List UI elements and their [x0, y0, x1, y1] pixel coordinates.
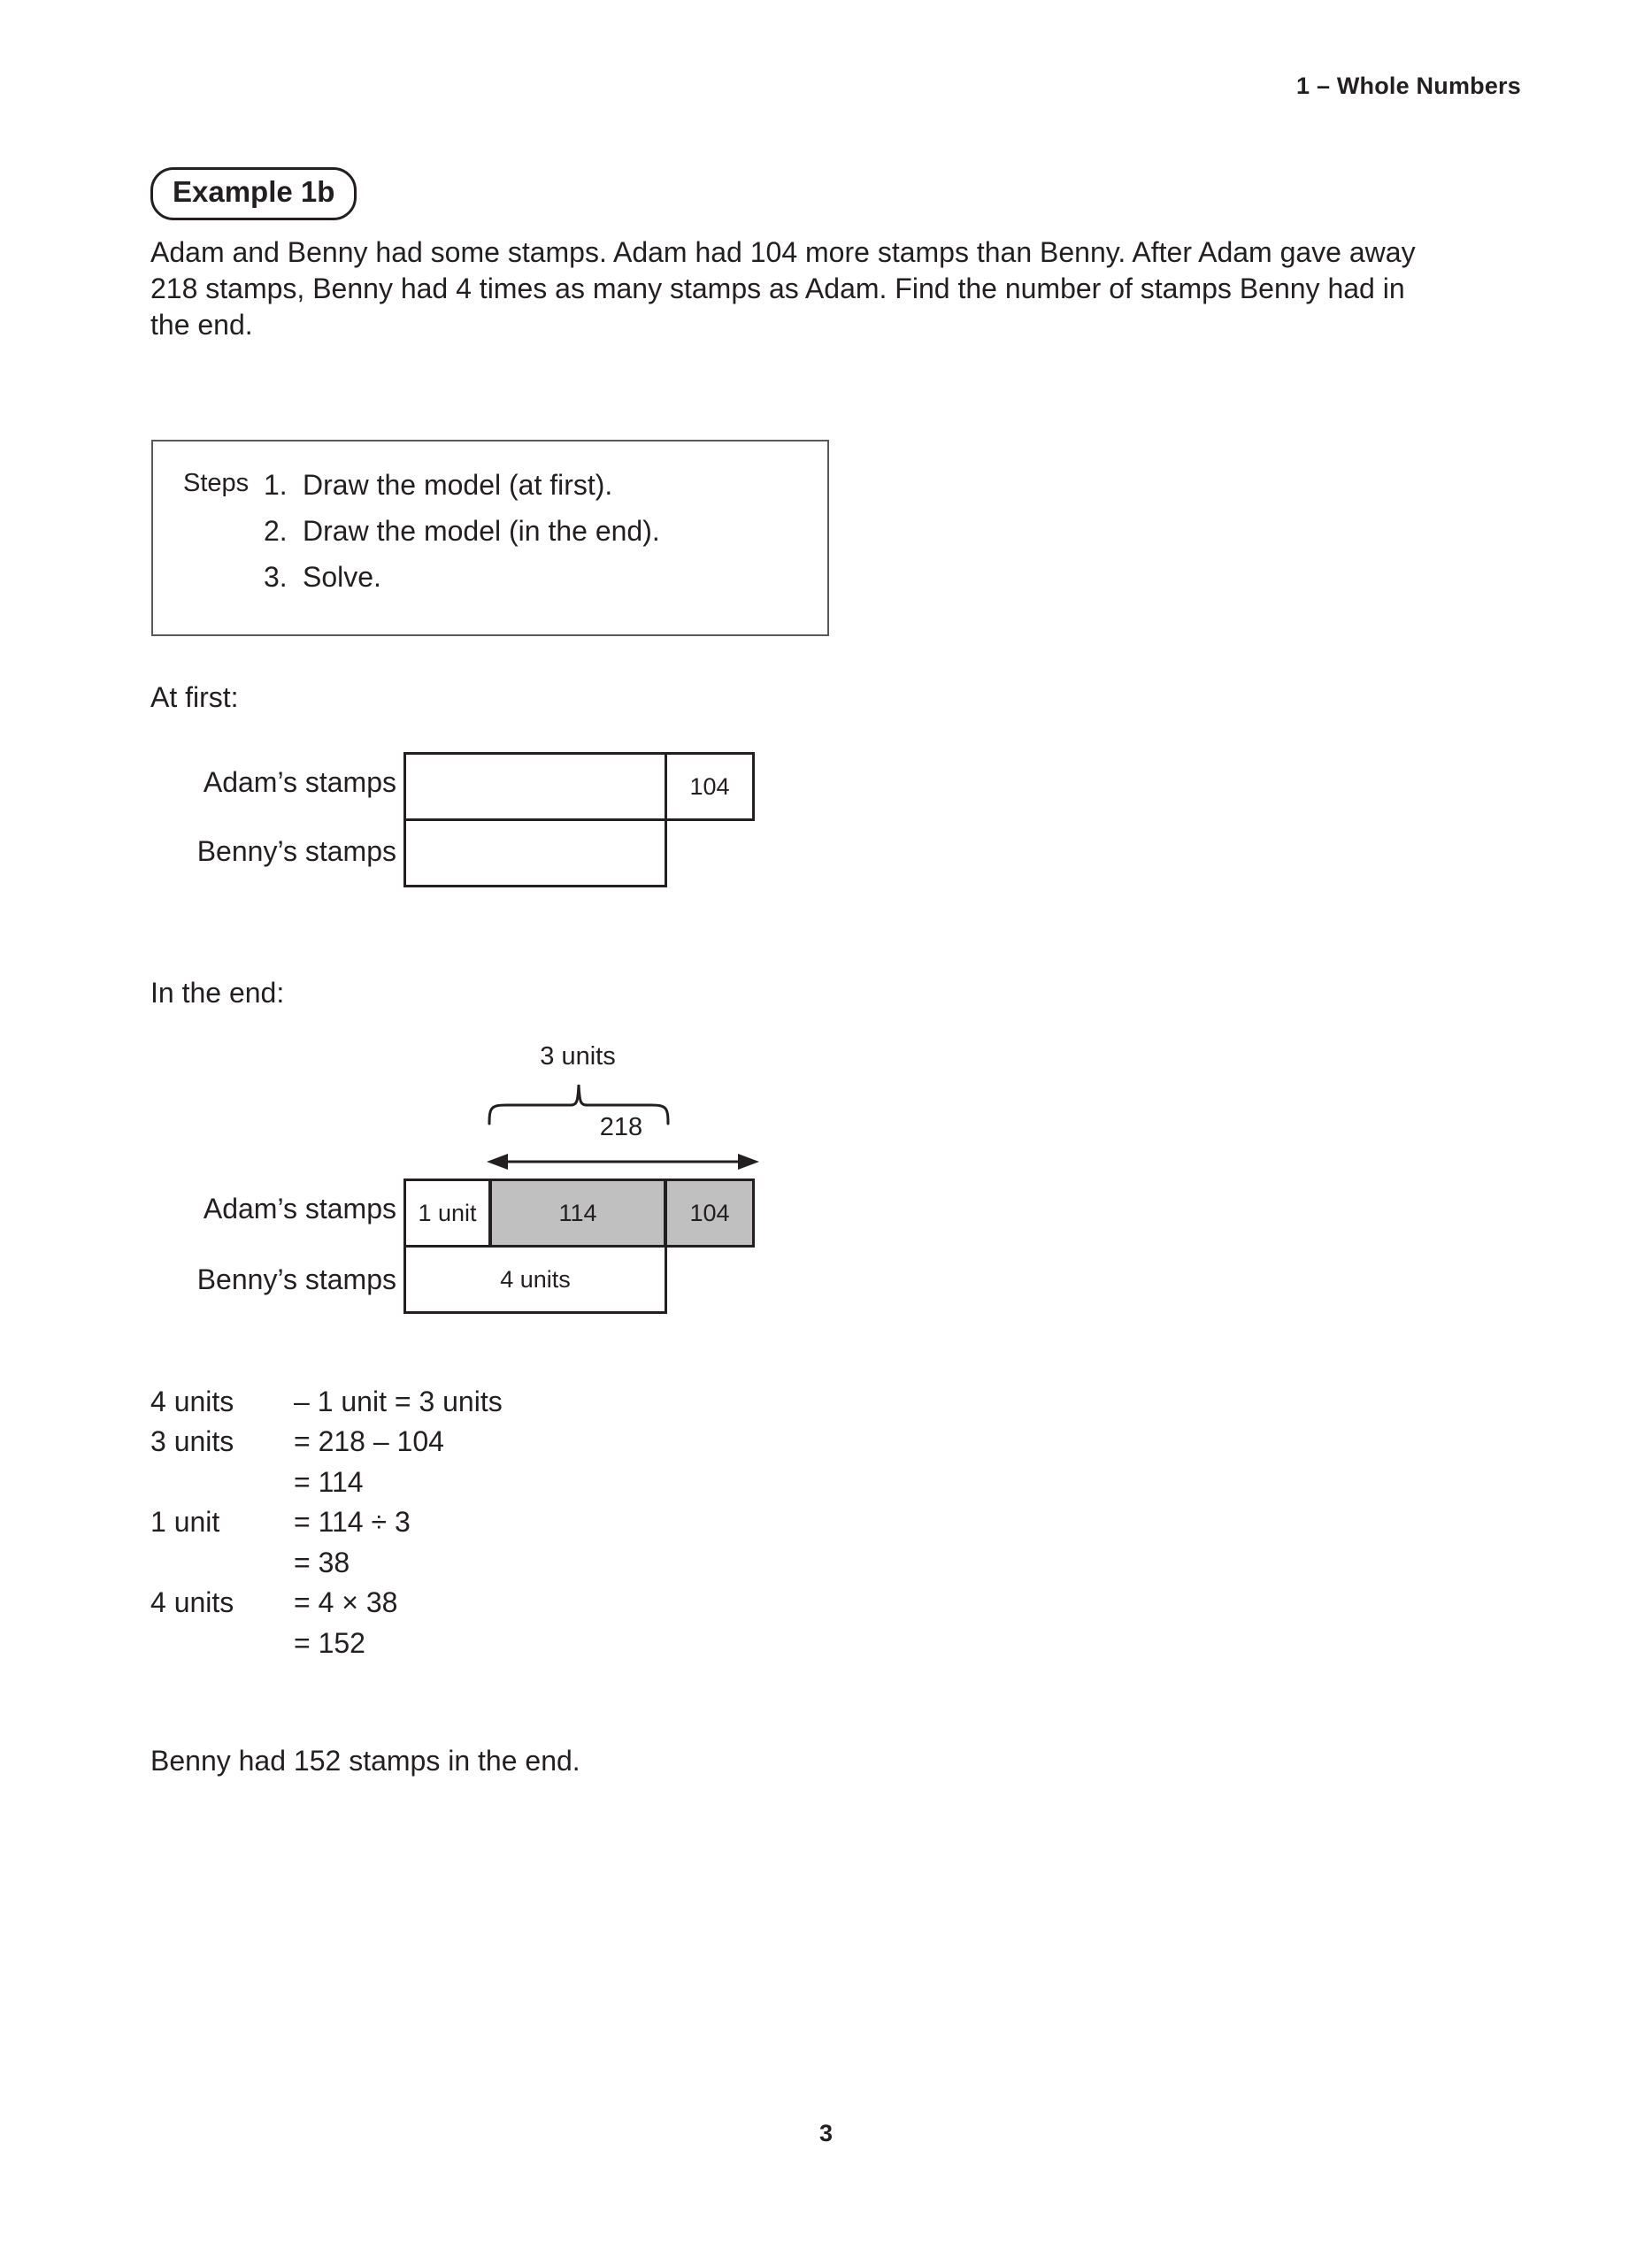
working-rhs: = 218 – 104 [294, 1425, 444, 1458]
working-line [150, 1543, 503, 1583]
step-number: 3. [264, 560, 288, 593]
working-rhs: = 114 ÷ 3 [294, 1506, 411, 1539]
steps-list-item [264, 463, 660, 509]
working-lhs: 3 units [150, 1425, 234, 1458]
adam-bar-main-segment [403, 752, 667, 821]
working-line [150, 1382, 503, 1422]
working-rhs: = 114 [294, 1465, 364, 1498]
working-lhs: 4 units [150, 1586, 234, 1619]
adam-bar-difference-segment: 104 [665, 752, 755, 821]
step-text: Draw the model (in the end). [303, 514, 660, 547]
steps-list [264, 463, 660, 600]
benny-bar: 4 units [403, 1245, 667, 1314]
working-line [150, 1583, 503, 1623]
step-number: 2. [264, 514, 288, 547]
arrow-label: 218 [599, 1113, 643, 1141]
steps-list-item [264, 555, 660, 601]
working-lhs [150, 1624, 294, 1663]
problem-statement: Adam and Benny had some stamps. Adam had 104 more stamps than Benny. After Adam gave away 218 stamps, Benny had 4 times as many stamps as Adam. Find the number of stamps Benny had in the end. [150, 236, 1416, 341]
working-rhs: = 38 [294, 1546, 350, 1578]
conclusion-statement: Benny had 152 stamps in the end. [150, 1745, 580, 1777]
working-lhs [150, 1543, 294, 1583]
working-lhs: 1 unit [150, 1506, 220, 1539]
at-first-caption: At first: [150, 681, 239, 713]
example-badge: Example 1b [150, 167, 357, 220]
working-lhs: 4 units [150, 1386, 234, 1417]
brace-label: 3 units [540, 1042, 616, 1071]
step-number: 1. [264, 469, 288, 501]
benny-stamps-label: Benny’s stamps [196, 1263, 396, 1295]
steps-label: Steps [183, 469, 250, 497]
working-rhs: – 1 unit = 3 units [294, 1386, 503, 1417]
working-steps [150, 1382, 503, 1663]
steps-box [151, 440, 829, 636]
working-rhs: = 4 × 38 [294, 1586, 398, 1619]
working-rhs: = 152 [294, 1626, 365, 1659]
steps-list-item [264, 509, 660, 555]
step-text: Solve. [303, 560, 381, 593]
adam-stamps-label: Adam’s stamps [203, 1193, 396, 1225]
adam-bar-gray-segment: 114 [489, 1179, 666, 1248]
adam-stamps-label: Adam’s stamps [203, 766, 396, 798]
working-lhs [150, 1463, 294, 1502]
running-head: 1 – Whole Numbers [1296, 73, 1521, 99]
adam-bar-difference-segment: 104 [665, 1179, 755, 1248]
adam-bar-unit-segment: 1 unit [403, 1179, 491, 1248]
steps-box-inner [153, 441, 827, 593]
in-the-end-caption: In the end: [150, 977, 285, 1009]
working-line [150, 1463, 503, 1502]
working-line [150, 1502, 503, 1542]
double-headed-arrow-icon [485, 1150, 761, 1173]
step-text: Draw the model (at first). [303, 469, 613, 501]
benny-stamps-label: Benny’s stamps [196, 835, 396, 867]
working-line [150, 1624, 503, 1663]
page-number: 3 [818, 2120, 834, 2146]
benny-bar [403, 818, 667, 887]
working-line [150, 1422, 503, 1462]
